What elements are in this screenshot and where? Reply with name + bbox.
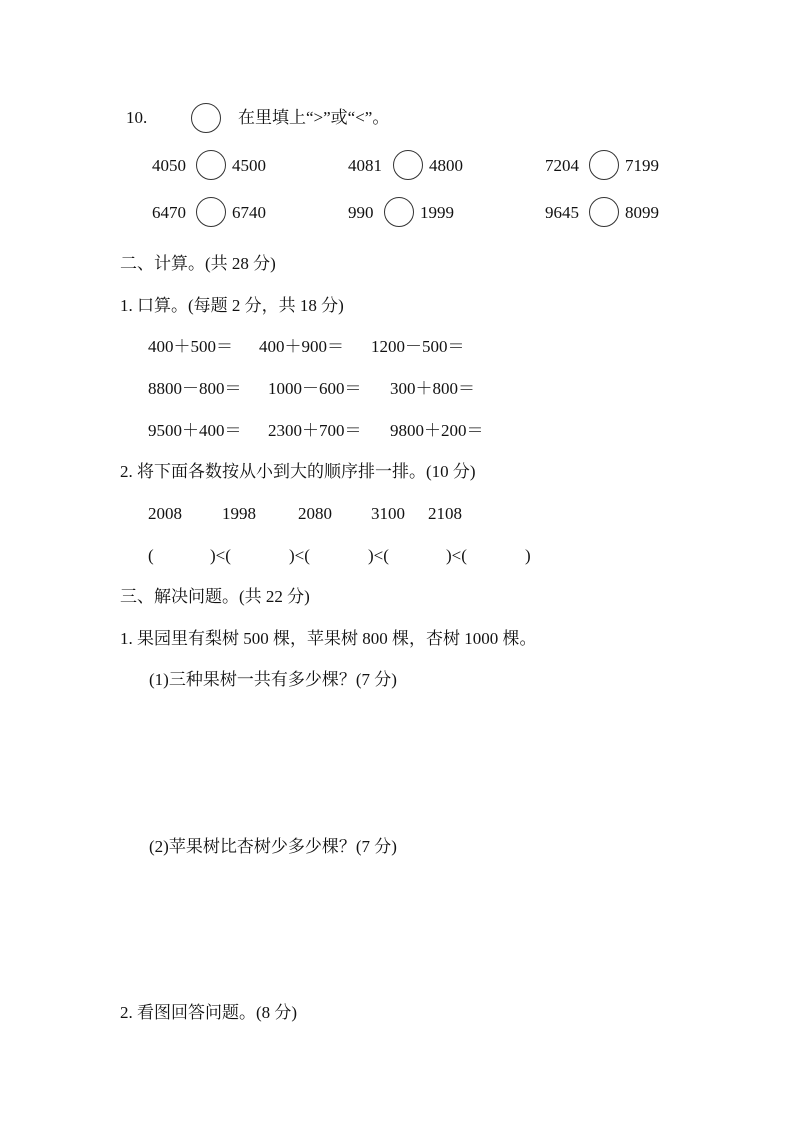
section-3-title: 三、解决问题。(共 22 分) xyxy=(120,587,310,606)
ordering-blank-close: ) xyxy=(525,546,531,565)
orchard-question-stem: 1. 果园里有梨树 500 棵，苹果树 800 棵，杏树 1000 棵。 xyxy=(120,629,537,648)
compare-left-number: 4081 xyxy=(348,156,382,175)
compare-answer-circle[interactable] xyxy=(589,150,619,180)
compare-right-number: 6740 xyxy=(232,203,266,222)
compare-right-number: 4500 xyxy=(232,156,266,175)
ordering-number: 3100 xyxy=(371,504,405,523)
compare-left-number: 7204 xyxy=(545,156,579,175)
oral-calc-item: 400＋900＝ xyxy=(259,337,344,356)
oral-calc-item: 9500＋400＝ xyxy=(148,421,242,440)
ordering-number: 2080 xyxy=(298,504,332,523)
orchard-subquestion-1: (1)三种果树一共有多少棵？(7 分) xyxy=(149,670,397,689)
compare-right-number: 1999 xyxy=(420,203,454,222)
compare-left-number: 4050 xyxy=(152,156,186,175)
compare-left-number: 990 xyxy=(348,203,374,222)
oral-calc-item: 300＋800＝ xyxy=(390,379,475,398)
ordering-blank-separator: )<( xyxy=(446,546,467,565)
picture-question-title: 2. 看图回答问题。(8 分) xyxy=(120,1003,298,1022)
oral-calc-item: 2300＋700＝ xyxy=(268,421,362,440)
oral-calc-item: 1000－600＝ xyxy=(268,379,362,398)
ordering-number: 2008 xyxy=(148,504,182,523)
compare-answer-circle[interactable] xyxy=(589,197,619,227)
ordering-blank-open: ( xyxy=(148,546,154,565)
compare-left-number: 6470 xyxy=(152,203,186,222)
ordering-blank-separator: )<( xyxy=(210,546,231,565)
compare-right-number: 4800 xyxy=(429,156,463,175)
ordering-blank-separator: )<( xyxy=(368,546,389,565)
answer-circle-example xyxy=(191,103,221,133)
oral-calc-item: 9800＋200＝ xyxy=(390,421,484,440)
question-10-instruction: 在里填上“>”或“<”。 xyxy=(238,108,390,127)
compare-answer-circle[interactable] xyxy=(196,197,226,227)
question-10-number: 10. xyxy=(126,108,148,127)
compare-right-number: 8099 xyxy=(625,203,659,222)
compare-right-number: 7199 xyxy=(625,156,659,175)
ordering-blank-separator: )<( xyxy=(289,546,310,565)
ordering-number: 1998 xyxy=(222,504,256,523)
section-2-title: 二、计算。(共 28 分) xyxy=(120,254,276,273)
compare-left-number: 9645 xyxy=(545,203,579,222)
compare-answer-circle[interactable] xyxy=(196,150,226,180)
ordering-number: 2108 xyxy=(428,504,462,523)
oral-calc-item: 8800－800＝ xyxy=(148,379,242,398)
oral-calc-item: 400＋500＝ xyxy=(148,337,233,356)
oral-calc-title: 1. 口算。(每题 2 分，共 18 分) xyxy=(120,296,344,315)
compare-answer-circle[interactable] xyxy=(384,197,414,227)
compare-answer-circle[interactable] xyxy=(393,150,423,180)
ordering-title: 2. 将下面各数按从小到大的顺序排一排。(10 分) xyxy=(120,462,476,481)
oral-calc-item: 1200－500＝ xyxy=(371,337,465,356)
orchard-subquestion-2: (2)苹果树比杏树少多少棵？(7 分) xyxy=(149,837,397,856)
